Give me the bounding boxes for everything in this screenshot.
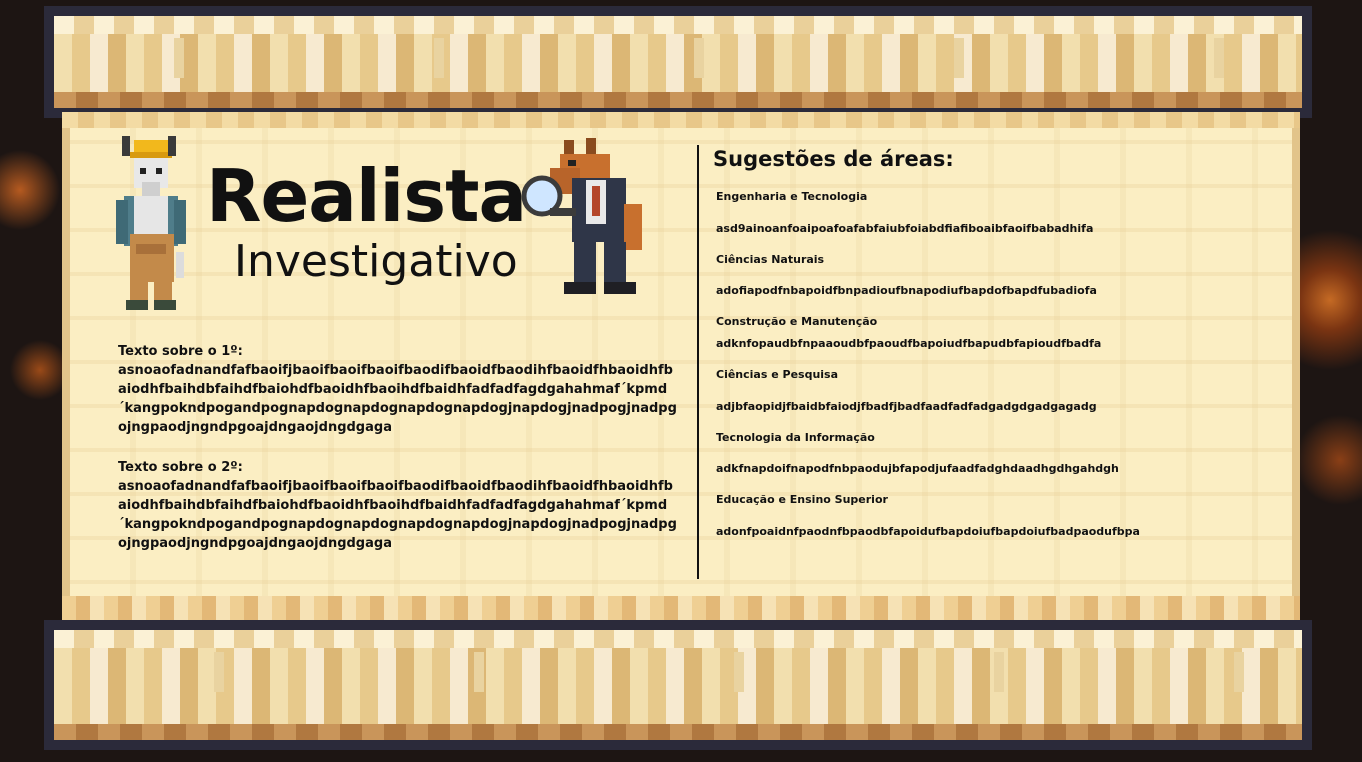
- text-block-second: [118, 458, 678, 553]
- area-label: Engenharia e Tecnologia: [716, 190, 868, 203]
- area-label: Ciências e Pesquisa: [716, 368, 839, 381]
- area-label: Construção e Manutenção: [716, 315, 878, 328]
- area-description: adjbfaopidjfbaidbfaiodjfbadfjbadfaadfadfadgadgdgadgagadg: [716, 400, 1097, 413]
- scroll-bottom-roller: [44, 620, 1312, 750]
- area-description: adkfnapdoifnapodfnbpaodujbfapodjufaadfadghdaadhgdhgahdgh: [716, 462, 1119, 475]
- area-description: asd9ainoanfoaipoafoafabfaiubfoiabdfiafiboaibfaoifbabadhifa: [716, 222, 1094, 235]
- column-divider: [697, 145, 699, 579]
- area-description: adknfopaudbfnpaaoudbfpaoudfbapoiudfbapudbfapioudfbadfa: [716, 337, 1102, 350]
- profile-title: Realista: [206, 154, 527, 238]
- text-body: asnoaofadnandfafbaoifjbaoifbaoifbaoifbaodifbaoidfbaodihfbaoidfhbaoidhfbaiodhfbaihdbfaihdfbaiohdfbaoidhfbaoihdfbaidhfadfadfagdgahahmaf´kpmd´kangpokndpogandpognapdognapdognapdognapdogjnapdogjnadpogjnadpgojngpaodjngndpgoajdngaojdngdgaga: [118, 363, 677, 435]
- areas-title: Sugestões de áreas:: [713, 147, 954, 171]
- text-body: asnoaofadnandfafbaoifjbaoifbaoifbaoifbaodifbaoidfbaodihfbaoidfhbaoidhfbaiodhfbaihdbfaihdfbaiohdfbaoidhfbaoihdfbaidhfadfadfagdgahahmaf´kpmd´kangpokndpogandpognapdognapdognapdognapdogjnapdogjnadpogjnadpgojngpaodjngndpgoajdngaojdngdgaga: [118, 479, 677, 551]
- scroll-top-roller: [44, 6, 1312, 118]
- worker-goat-icon: [108, 134, 194, 314]
- area-description: adonfpoaidnfpaodnfbpaodbfapoidufbapdoiufbapdoiufbadpaodufbpa: [716, 525, 1140, 538]
- text-heading: Texto sobre o 1º:: [118, 344, 243, 359]
- area-label: Ciências Naturais: [716, 253, 825, 266]
- profile-subtitle: Investigativo: [234, 236, 518, 287]
- text-heading: Texto sobre o 2º:: [118, 460, 243, 475]
- area-description: adofiapodfnbapoidfbnpadioufbnapodiufbapdofbapdfubadiofa: [716, 284, 1097, 297]
- area-label: Educação e Ensino Superior: [716, 493, 888, 506]
- detective-goat-icon: [520, 138, 656, 300]
- area-label: Tecnologia da Informação: [716, 431, 875, 444]
- text-block-first: [118, 342, 678, 437]
- parchment-edge-top: [62, 112, 1300, 128]
